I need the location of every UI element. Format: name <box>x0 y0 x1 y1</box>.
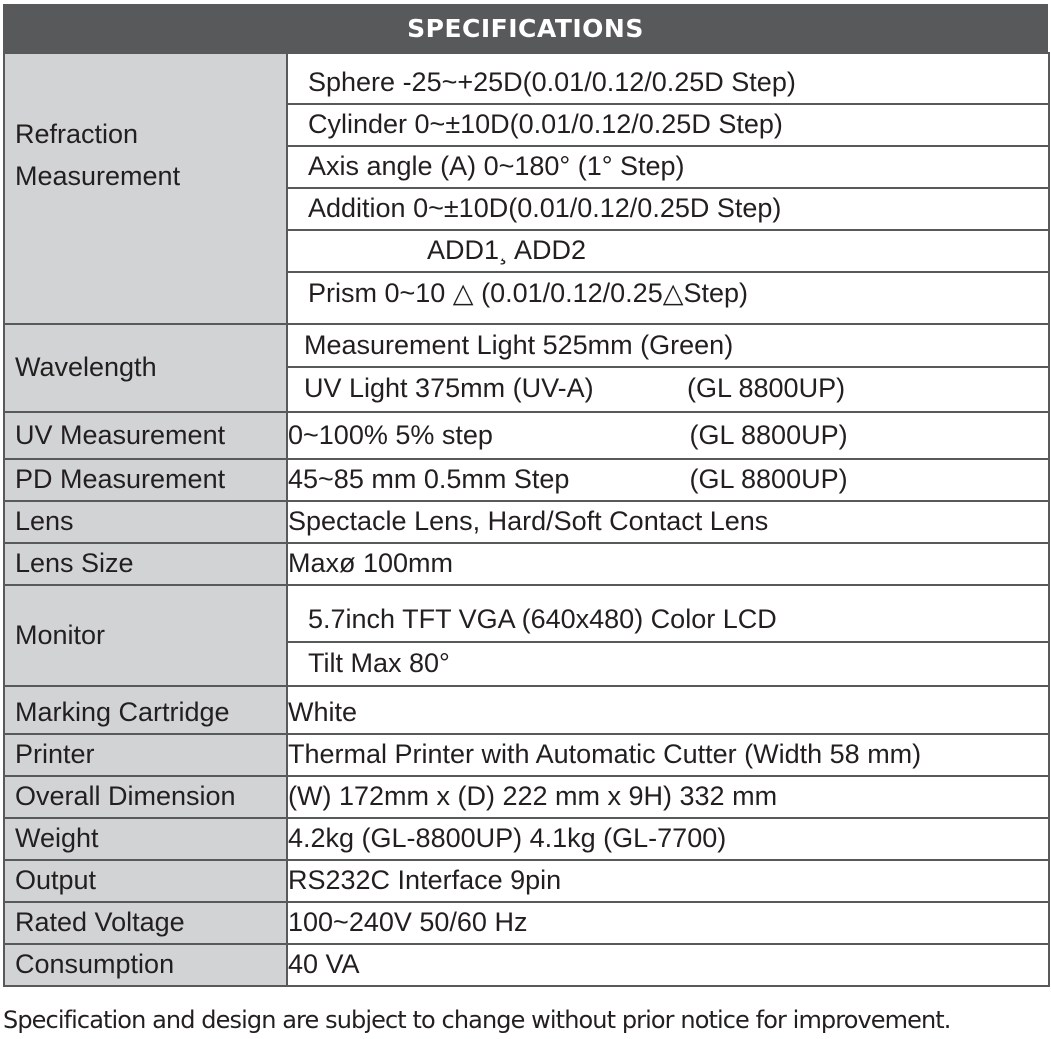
spec-value-line: Prism 0~10 △ (0.01/0.12/0.25△Step) <box>308 277 749 308</box>
spec-row-voltage <box>4 902 1049 944</box>
spec-value-refraction <box>287 53 1049 324</box>
spec-value-line: Axis angle (A) 0~180° (1° Step) <box>288 147 1048 189</box>
spec-row-output <box>4 860 1049 902</box>
spec-label-weight: Weight <box>4 818 287 860</box>
spec-value-text: 0~100% 5% step <box>288 419 493 450</box>
spec-value-wavelength <box>287 324 1049 412</box>
spec-value-monitor <box>287 585 1049 686</box>
spec-value-line: Measurement Light 525mm (Green) <box>288 326 1048 368</box>
spec-value-consumption: 40 VA <box>287 944 1049 986</box>
spec-label-output: Output <box>4 860 287 902</box>
spec-label-lens: Lens <box>4 501 287 543</box>
spec-value-line <box>288 368 1048 410</box>
spec-value-weight: 4.2kg (GL-8800UP) 4.1kg (GL-7700) <box>287 818 1049 860</box>
spec-row-lens <box>4 501 1049 543</box>
spec-row-weight <box>4 818 1049 860</box>
spec-label-pd: PD Measurement <box>4 459 287 501</box>
spec-row-lens-size <box>4 543 1049 585</box>
spec-value-text: 45~85 mm 0.5mm Step <box>288 464 570 495</box>
spec-value-dimension: (W) 172mm x (D) 222 mm x 9H) 332 mm <box>287 776 1049 818</box>
spec-row-printer <box>4 734 1049 776</box>
footnote: Specification and design are subject to change without prior notice for improvement. <box>3 1006 951 1034</box>
spec-model-text: (GL 8800UP) <box>689 464 848 495</box>
spec-value-line: Cylinder 0~±10D(0.01/0.12/0.25D Step) <box>288 105 1048 147</box>
spec-value-marking: White <box>287 686 1049 734</box>
page-title: SPECIFICATIONS <box>407 13 644 43</box>
spec-value-uv <box>287 412 1049 459</box>
spec-label-printer: Printer <box>4 734 287 776</box>
spec-row-refraction <box>4 53 1049 324</box>
spec-row-consumption <box>4 944 1049 986</box>
spec-label-lens-size: Lens Size <box>4 543 287 585</box>
spec-value-line: Sphere -25~+25D(0.01/0.12/0.25D Step) <box>288 63 1048 105</box>
spec-value-line: 5.7inch TFT VGA (640x480) Color LCD <box>288 586 1048 643</box>
spec-sheet <box>3 4 1048 987</box>
spec-value-line: Addition 0~±10D(0.01/0.12/0.25D Step) <box>288 189 1048 231</box>
spec-row-dimension <box>4 776 1049 818</box>
spec-value-output: RS232C Interface 9pin <box>287 860 1049 902</box>
spec-value-lens-size: Maxø 100mm <box>287 543 1049 585</box>
spec-label-wavelength: Wavelength <box>4 324 287 412</box>
spec-row-marking <box>4 686 1049 734</box>
spec-label-voltage: Rated Voltage <box>4 902 287 944</box>
spec-value-lens: Spectacle Lens, Hard/Soft Contact Lens <box>287 501 1049 543</box>
spec-value-pd <box>287 459 1049 501</box>
spec-row-uv <box>4 412 1049 459</box>
spec-value-line: ADD1¸ ADD2 <box>288 231 1048 273</box>
spec-label-refraction <box>4 53 287 324</box>
spec-label-marking: Marking Cartridge <box>4 686 287 734</box>
spec-value-line: Tilt Max 80° <box>308 648 450 679</box>
spec-label-consumption: Consumption <box>4 944 287 986</box>
spec-model-text: (GL 8800UP) <box>687 373 846 404</box>
spec-value-printer: Thermal Printer with Automatic Cutter (Width 58 mm) <box>287 734 1049 776</box>
spec-value-text: UV Light 375mm (UV-A) <box>304 373 594 404</box>
spec-label-monitor: Monitor <box>4 585 287 686</box>
spec-label-uv: UV Measurement <box>4 412 287 459</box>
spec-label-dimension: Overall Dimension <box>4 776 287 818</box>
spec-row-wavelength <box>4 324 1049 412</box>
spec-row-pd <box>4 459 1049 501</box>
spec-label-line: Refraction <box>15 118 139 149</box>
spec-row-monitor <box>4 585 1049 686</box>
spec-table <box>3 52 1050 987</box>
spec-value-voltage: 100~240V 50/60 Hz <box>287 902 1049 944</box>
spec-label-line: Measurement <box>15 160 181 191</box>
spec-model-text: (GL 8800UP) <box>689 419 848 450</box>
spec-title-bar <box>3 4 1048 52</box>
